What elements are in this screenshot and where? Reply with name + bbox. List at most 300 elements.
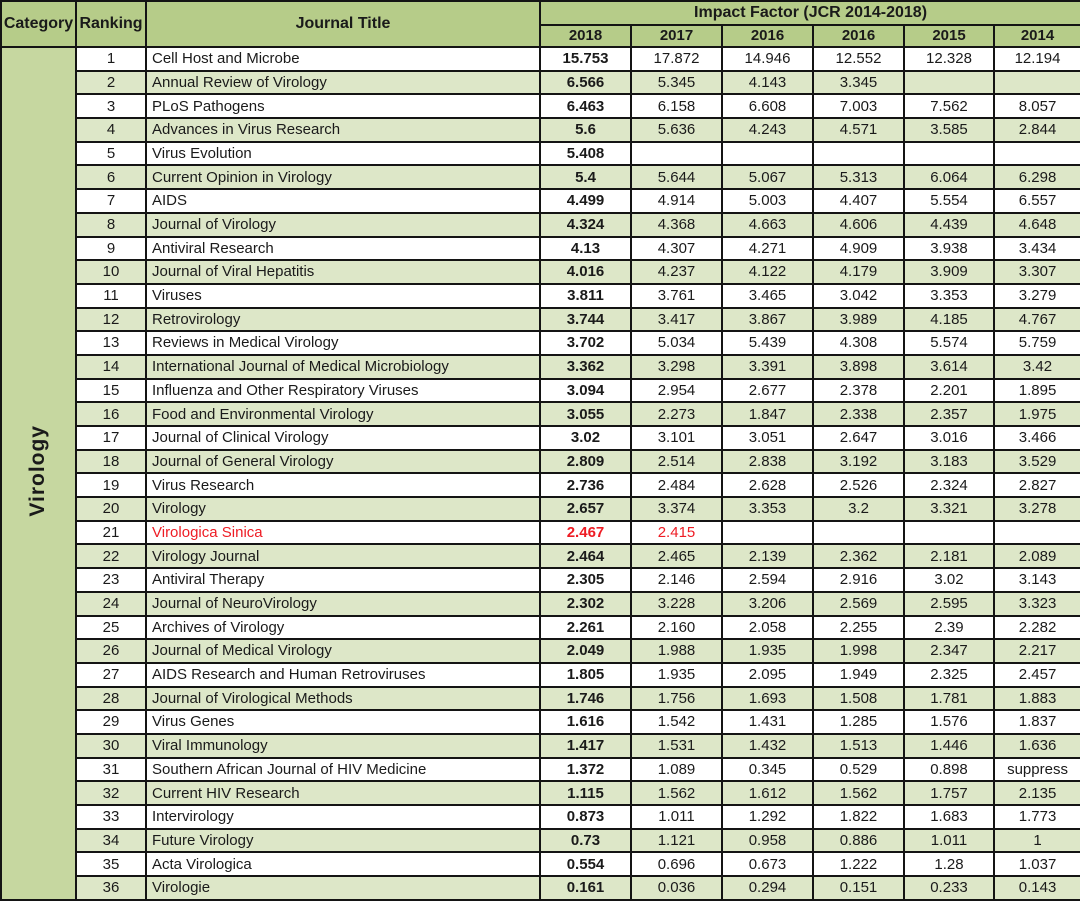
ranking-cell: 32: [76, 781, 146, 805]
impact-factor-cell: 17.872: [631, 47, 722, 71]
impact-factor-cell: 1.847: [722, 402, 813, 426]
impact-factor-cell: 2.089: [994, 544, 1080, 568]
impact-factor-cell: 2.135: [994, 781, 1080, 805]
impact-factor-cell: 3.362: [540, 355, 631, 379]
table-row: [1, 94, 1080, 118]
impact-factor-cell: 0.143: [994, 876, 1080, 900]
impact-factor-cell: 3.279: [994, 284, 1080, 308]
impact-factor-cell: 1.508: [813, 687, 904, 711]
header-year-2018: 2018: [540, 25, 631, 47]
impact-factor-cell: 4.143: [722, 71, 813, 95]
impact-factor-cell: 4.571: [813, 118, 904, 142]
impact-factor-cell: 2.657: [540, 497, 631, 521]
impact-factor-cell: 1.757: [904, 781, 994, 805]
impact-factor-cell: 1.562: [813, 781, 904, 805]
impact-factor-cell: 0.233: [904, 876, 994, 900]
table-row: [1, 426, 1080, 450]
ranking-cell: 16: [76, 402, 146, 426]
journal-title-cell: Virologica Sinica: [146, 521, 540, 545]
impact-factor-cell: 3.391: [722, 355, 813, 379]
impact-factor-cell: 6.557: [994, 189, 1080, 213]
table-row: [1, 781, 1080, 805]
table-row: [1, 189, 1080, 213]
journal-title-cell: Viruses: [146, 284, 540, 308]
ranking-cell: 3: [76, 94, 146, 118]
impact-factor-cell: 2.465: [631, 544, 722, 568]
impact-factor-cell: 2.39: [904, 616, 994, 640]
impact-factor-cell: 1.949: [813, 663, 904, 687]
impact-factor-cell: 0.898: [904, 758, 994, 782]
impact-factor-cell: 1.693: [722, 687, 813, 711]
impact-factor-cell: 6.298: [994, 165, 1080, 189]
impact-factor-cell: 3.298: [631, 355, 722, 379]
journal-title-cell: Virus Research: [146, 473, 540, 497]
impact-factor-cell: 1.837: [994, 710, 1080, 734]
journal-title-cell: Virologie: [146, 876, 540, 900]
impact-factor-cell: 15.753: [540, 47, 631, 71]
journal-title-cell: PLoS Pathogens: [146, 94, 540, 118]
journal-title-cell: Virus Genes: [146, 710, 540, 734]
header-ranking: Ranking: [76, 1, 146, 47]
ranking-cell: 31: [76, 758, 146, 782]
ranking-cell: 5: [76, 142, 146, 166]
impact-factor-cell: 2.594: [722, 568, 813, 592]
table-row: [1, 592, 1080, 616]
journal-title-cell: Retrovirology: [146, 308, 540, 332]
impact-factor-cell: 7.562: [904, 94, 994, 118]
impact-factor-cell: 1: [994, 829, 1080, 853]
table-row: [1, 852, 1080, 876]
journal-title-cell: Food and Environmental Virology: [146, 402, 540, 426]
impact-factor-cell: 3.228: [631, 592, 722, 616]
impact-factor-cell: 4.185: [904, 308, 994, 332]
journal-title-cell: Journal of Medical Virology: [146, 639, 540, 663]
impact-factor-cell: 0.294: [722, 876, 813, 900]
impact-factor-cell: 2.362: [813, 544, 904, 568]
ranking-cell: 36: [76, 876, 146, 900]
ranking-cell: 19: [76, 473, 146, 497]
impact-factor-cell: 2.838: [722, 450, 813, 474]
impact-factor-cell: 2.139: [722, 544, 813, 568]
ranking-cell: 2: [76, 71, 146, 95]
impact-factor-cell: 1.935: [631, 663, 722, 687]
impact-factor-cell: 2.595: [904, 592, 994, 616]
impact-factor-cell: 6.608: [722, 94, 813, 118]
impact-factor-cell: 2.569: [813, 592, 904, 616]
impact-factor-cell: 3.811: [540, 284, 631, 308]
table-row: [1, 260, 1080, 284]
journal-title-cell: AIDS Research and Human Retroviruses: [146, 663, 540, 687]
impact-factor-cell: [813, 521, 904, 545]
impact-factor-cell: 3.353: [722, 497, 813, 521]
impact-factor-cell: 2.255: [813, 616, 904, 640]
impact-factor-cell: 3.192: [813, 450, 904, 474]
impact-factor-cell: 2.058: [722, 616, 813, 640]
impact-factor-cell: 3.614: [904, 355, 994, 379]
impact-factor-cell: 1.576: [904, 710, 994, 734]
impact-factor-cell: 1.746: [540, 687, 631, 711]
impact-factor-cell: 2.324: [904, 473, 994, 497]
impact-factor-cell: 4.909: [813, 237, 904, 261]
table-row: [1, 876, 1080, 900]
impact-factor-cell: 5.345: [631, 71, 722, 95]
impact-factor-cell: 1.432: [722, 734, 813, 758]
journal-title-cell: Cell Host and Microbe: [146, 47, 540, 71]
table-row: [1, 47, 1080, 71]
impact-factor-cell: 3.206: [722, 592, 813, 616]
impact-factor-cell: 0.673: [722, 852, 813, 876]
table-row: [1, 639, 1080, 663]
table-row: [1, 758, 1080, 782]
impact-factor-cell: 3.02: [904, 568, 994, 592]
impact-factor-cell: [904, 142, 994, 166]
journal-title-cell: Archives of Virology: [146, 616, 540, 640]
impact-factor-cell: 1.542: [631, 710, 722, 734]
table-row: [1, 308, 1080, 332]
impact-factor-cell: 12.194: [994, 47, 1080, 71]
table-row: [1, 165, 1080, 189]
impact-factor-cell: 0.036: [631, 876, 722, 900]
journal-title-cell: Journal of Virology: [146, 213, 540, 237]
impact-factor-cell: 3.2: [813, 497, 904, 521]
ranking-cell: 30: [76, 734, 146, 758]
table-row: [1, 805, 1080, 829]
table-row: [1, 450, 1080, 474]
impact-factor-cell: 3.345: [813, 71, 904, 95]
impact-factor-cell: 3.02: [540, 426, 631, 450]
impact-factor-cell: 12.328: [904, 47, 994, 71]
ranking-cell: 24: [76, 592, 146, 616]
impact-factor-cell: 1.683: [904, 805, 994, 829]
impact-factor-cell: 4.499: [540, 189, 631, 213]
impact-factor-cell: 4.648: [994, 213, 1080, 237]
category-label: Virology: [26, 425, 50, 518]
ranking-cell: 34: [76, 829, 146, 853]
table-row: [1, 142, 1080, 166]
impact-factor-cell: 4.243: [722, 118, 813, 142]
journal-title-cell: Influenza and Other Respiratory Viruses: [146, 379, 540, 403]
impact-factor-cell: 3.055: [540, 402, 631, 426]
impact-factor-cell: 0.161: [540, 876, 631, 900]
impact-factor-cell: 3.417: [631, 308, 722, 332]
ranking-cell: 25: [76, 616, 146, 640]
table-row: [1, 284, 1080, 308]
impact-factor-cell: 5.574: [904, 331, 994, 355]
ranking-cell: 18: [76, 450, 146, 474]
impact-factor-cell: 1.636: [994, 734, 1080, 758]
impact-factor-cell: 1.222: [813, 852, 904, 876]
ranking-cell: 4: [76, 118, 146, 142]
table-row: [1, 118, 1080, 142]
impact-factor-cell: 4.237: [631, 260, 722, 284]
ranking-cell: 17: [76, 426, 146, 450]
impact-factor-cell: 3.585: [904, 118, 994, 142]
impact-factor-cell: 4.016: [540, 260, 631, 284]
journal-title-cell: International Journal of Medical Microbiology: [146, 355, 540, 379]
table-header: [1, 1, 1080, 47]
table-row: [1, 829, 1080, 853]
header-impact-factor-group: Impact Factor (JCR 2014-2018): [540, 1, 1080, 25]
impact-factor-cell: 1.822: [813, 805, 904, 829]
impact-factor-cell: [994, 71, 1080, 95]
journal-title-cell: Acta Virologica: [146, 852, 540, 876]
impact-factor-cell: 4.307: [631, 237, 722, 261]
impact-factor-cell: 4.122: [722, 260, 813, 284]
impact-factor-cell: 1.037: [994, 852, 1080, 876]
impact-factor-cell: 3.094: [540, 379, 631, 403]
impact-factor-cell: 3.989: [813, 308, 904, 332]
ranking-cell: 23: [76, 568, 146, 592]
impact-factor-cell: 3.353: [904, 284, 994, 308]
impact-factor-cell: 3.278: [994, 497, 1080, 521]
ranking-cell: 35: [76, 852, 146, 876]
ranking-cell: 20: [76, 497, 146, 521]
impact-factor-cell: 3.307: [994, 260, 1080, 284]
ranking-cell: 7: [76, 189, 146, 213]
impact-factor-cell: 2.201: [904, 379, 994, 403]
ranking-cell: 21: [76, 521, 146, 545]
table-row: [1, 355, 1080, 379]
impact-factor-cell: 12.552: [813, 47, 904, 71]
ranking-cell: 10: [76, 260, 146, 284]
impact-factor-cell: 3.761: [631, 284, 722, 308]
impact-factor-cell: [994, 521, 1080, 545]
impact-factor-cell: 5.067: [722, 165, 813, 189]
impact-factor-cell: 2.146: [631, 568, 722, 592]
impact-factor-cell: 1.417: [540, 734, 631, 758]
impact-factor-cell: 0.873: [540, 805, 631, 829]
impact-factor-cell: 1.988: [631, 639, 722, 663]
impact-factor-cell: 3.183: [904, 450, 994, 474]
impact-factor-cell: 0.886: [813, 829, 904, 853]
impact-factor-cell: [904, 71, 994, 95]
journal-title-cell: Southern African Journal of HIV Medicine: [146, 758, 540, 782]
ranking-cell: 15: [76, 379, 146, 403]
impact-factor-cell: 2.181: [904, 544, 994, 568]
impact-factor-cell: 3.744: [540, 308, 631, 332]
ranking-cell: 29: [76, 710, 146, 734]
impact-factor-cell: 0.345: [722, 758, 813, 782]
impact-factor-cell: 2.464: [540, 544, 631, 568]
journal-title-cell: Antiviral Research: [146, 237, 540, 261]
impact-factor-cell: 4.368: [631, 213, 722, 237]
impact-factor-cell: 3.434: [994, 237, 1080, 261]
table-row: [1, 616, 1080, 640]
impact-factor-cell: 3.867: [722, 308, 813, 332]
journal-title-cell: Journal of Viral Hepatitis: [146, 260, 540, 284]
impact-factor-cell: 0.958: [722, 829, 813, 853]
impact-factor-cell: 1.292: [722, 805, 813, 829]
ranking-cell: 6: [76, 165, 146, 189]
impact-factor-cell: 2.736: [540, 473, 631, 497]
impact-factor-cell: 3.042: [813, 284, 904, 308]
impact-factor-cell: 3.898: [813, 355, 904, 379]
impact-factor-cell: 1.513: [813, 734, 904, 758]
impact-factor-cell: 1.089: [631, 758, 722, 782]
impact-factor-cell: 2.347: [904, 639, 994, 663]
impact-factor-cell: 1.446: [904, 734, 994, 758]
table-row: [1, 544, 1080, 568]
impact-factor-cell: 1.773: [994, 805, 1080, 829]
journal-title-cell: Annual Review of Virology: [146, 71, 540, 95]
impact-factor-cell: 2.282: [994, 616, 1080, 640]
impact-factor-cell: 0.529: [813, 758, 904, 782]
impact-factor-cell: 1.011: [631, 805, 722, 829]
header-year-2016a: 2016: [722, 25, 813, 47]
impact-factor-cell: 1.612: [722, 781, 813, 805]
impact-factor-cell: 4.271: [722, 237, 813, 261]
impact-factor-cell: 4.13: [540, 237, 631, 261]
ranking-cell: 9: [76, 237, 146, 261]
journal-title-cell: Journal of Clinical Virology: [146, 426, 540, 450]
impact-factor-cell: 2.844: [994, 118, 1080, 142]
impact-factor-cell: 1.781: [904, 687, 994, 711]
ranking-cell: 1: [76, 47, 146, 71]
table-row: [1, 237, 1080, 261]
impact-factor-cell: 5.034: [631, 331, 722, 355]
impact-factor-cell: 2.526: [813, 473, 904, 497]
impact-factor-cell: 1.805: [540, 663, 631, 687]
journal-title-cell: Journal of General Virology: [146, 450, 540, 474]
impact-factor-cell: 1.562: [631, 781, 722, 805]
impact-factor-cell: 4.606: [813, 213, 904, 237]
impact-factor-cell: 1.935: [722, 639, 813, 663]
impact-factor-cell: 3.529: [994, 450, 1080, 474]
table-row: [1, 473, 1080, 497]
table-row: [1, 710, 1080, 734]
impact-factor-cell: 5.636: [631, 118, 722, 142]
impact-factor-cell: 2.628: [722, 473, 813, 497]
ranking-cell: 14: [76, 355, 146, 379]
table-row: [1, 402, 1080, 426]
impact-factor-cell: 4.914: [631, 189, 722, 213]
impact-factor-cell: 5.4: [540, 165, 631, 189]
impact-factor-cell: 2.647: [813, 426, 904, 450]
header-year-2017: 2017: [631, 25, 722, 47]
impact-factor-cell: 4.767: [994, 308, 1080, 332]
impact-factor-cell: 2.160: [631, 616, 722, 640]
impact-factor-cell: 3.321: [904, 497, 994, 521]
impact-factor-cell: 2.261: [540, 616, 631, 640]
impact-factor-cell: 3.374: [631, 497, 722, 521]
impact-factor-cell: 5.439: [722, 331, 813, 355]
table-row: [1, 734, 1080, 758]
header-year-2014: 2014: [994, 25, 1080, 47]
impact-factor-cell: [994, 142, 1080, 166]
impact-factor-cell: 14.946: [722, 47, 813, 71]
table-body: [1, 47, 1080, 900]
impact-factor-cell: 3.465: [722, 284, 813, 308]
ranking-cell: 27: [76, 663, 146, 687]
ranking-cell: 11: [76, 284, 146, 308]
impact-factor-cell: 1.372: [540, 758, 631, 782]
impact-factor-cell: 2.378: [813, 379, 904, 403]
journal-title-cell: Viral Immunology: [146, 734, 540, 758]
table-row: [1, 687, 1080, 711]
impact-factor-cell: 1.975: [994, 402, 1080, 426]
impact-factor-cell: 2.916: [813, 568, 904, 592]
journal-title-cell: Advances in Virus Research: [146, 118, 540, 142]
table-row: [1, 331, 1080, 355]
impact-factor-cell: [722, 142, 813, 166]
ranking-cell: 26: [76, 639, 146, 663]
impact-factor-cell: 5.759: [994, 331, 1080, 355]
impact-factor-cell: 4.324: [540, 213, 631, 237]
journal-title-cell: Journal of Virological Methods: [146, 687, 540, 711]
impact-factor-cell: 3.143: [994, 568, 1080, 592]
impact-factor-cell: 3.938: [904, 237, 994, 261]
impact-factor-cell: 2.302: [540, 592, 631, 616]
impact-factor-cell: 2.457: [994, 663, 1080, 687]
ranking-cell: 8: [76, 213, 146, 237]
ranking-cell: 22: [76, 544, 146, 568]
journal-title-cell: Current HIV Research: [146, 781, 540, 805]
impact-factor-cell: 1.895: [994, 379, 1080, 403]
journal-title-cell: Virus Evolution: [146, 142, 540, 166]
impact-factor-cell: 5.644: [631, 165, 722, 189]
impact-factor-cell: 1.115: [540, 781, 631, 805]
impact-factor-cell: 2.095: [722, 663, 813, 687]
impact-factor-cell: [722, 521, 813, 545]
header-journal-title: Journal Title: [146, 1, 540, 47]
category-cell: [1, 47, 76, 900]
impact-factor-cell: 5.003: [722, 189, 813, 213]
impact-factor-cell: 0.554: [540, 852, 631, 876]
impact-factor-cell: 0.151: [813, 876, 904, 900]
impact-factor-cell: 4.439: [904, 213, 994, 237]
table-row: [1, 497, 1080, 521]
table-row: [1, 521, 1080, 545]
header-category: Category: [1, 1, 76, 47]
impact-factor-cell: 2.357: [904, 402, 994, 426]
journal-title-cell: Future Virology: [146, 829, 540, 853]
ranking-cell: 13: [76, 331, 146, 355]
impact-factor-cell: 5.6: [540, 118, 631, 142]
impact-factor-cell: 1.883: [994, 687, 1080, 711]
table-row: [1, 71, 1080, 95]
impact-factor-cell: 4.663: [722, 213, 813, 237]
journal-title-cell: Journal of NeuroVirology: [146, 592, 540, 616]
impact-factor-cell: 2.217: [994, 639, 1080, 663]
impact-factor-cell: 2.954: [631, 379, 722, 403]
impact-factor-cell: 2.467: [540, 521, 631, 545]
table-row: [1, 379, 1080, 403]
ranking-cell: 33: [76, 805, 146, 829]
table-row: [1, 663, 1080, 687]
impact-factor-cell: 1.431: [722, 710, 813, 734]
impact-factor-cell: 3.016: [904, 426, 994, 450]
impact-factor-cell: 5.313: [813, 165, 904, 189]
table-row: [1, 213, 1080, 237]
impact-factor-cell: 4.308: [813, 331, 904, 355]
impact-factor-cell: 2.338: [813, 402, 904, 426]
impact-factor-cell: 2.273: [631, 402, 722, 426]
impact-factor-cell: 2.415: [631, 521, 722, 545]
impact-factor-cell: 1.121: [631, 829, 722, 853]
impact-factor-cell: 1.28: [904, 852, 994, 876]
impact-factor-cell: suppress: [994, 758, 1080, 782]
impact-factor-cell: 2.325: [904, 663, 994, 687]
impact-factor-cell: 8.057: [994, 94, 1080, 118]
ranking-cell: 12: [76, 308, 146, 332]
journal-title-cell: Reviews in Medical Virology: [146, 331, 540, 355]
impact-factor-cell: [631, 142, 722, 166]
impact-factor-cell: 3.909: [904, 260, 994, 284]
impact-factor-cell: [813, 142, 904, 166]
impact-factor-cell: 1.756: [631, 687, 722, 711]
impact-factor-cell: 3.051: [722, 426, 813, 450]
impact-factor-cell: 6.158: [631, 94, 722, 118]
